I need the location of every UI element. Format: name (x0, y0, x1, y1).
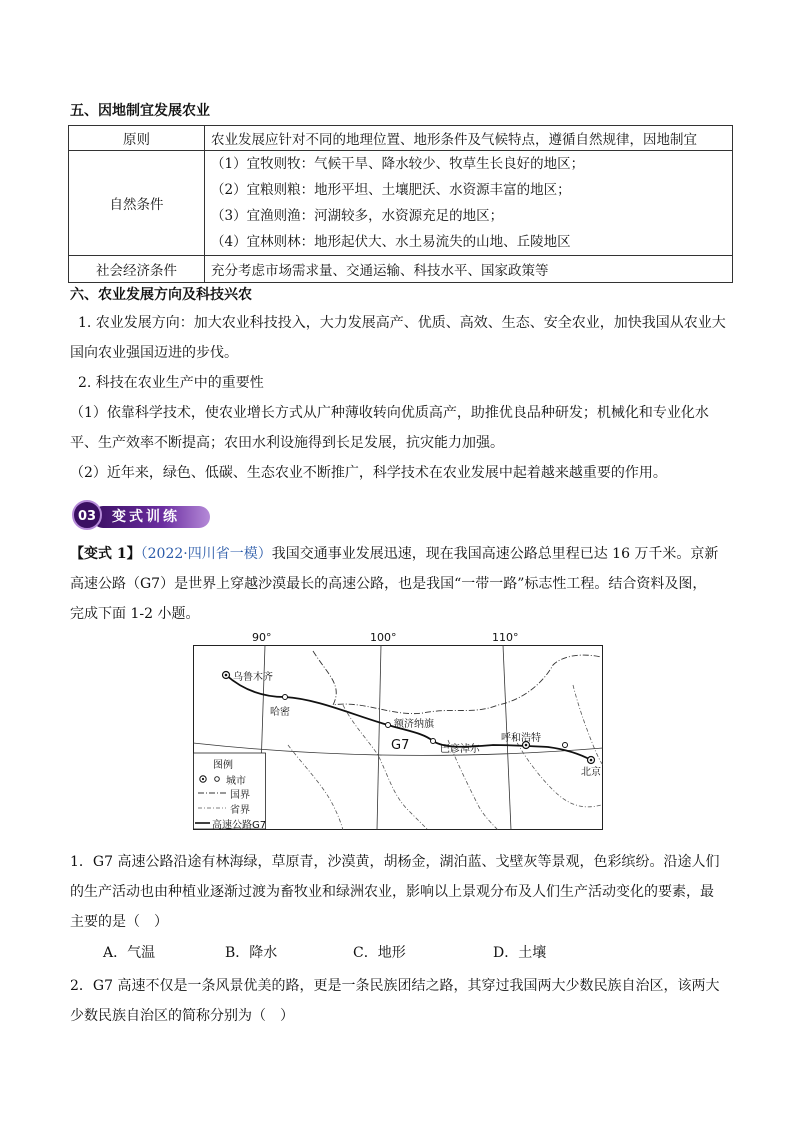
section-title-6: 六、农业发展方向及科技兴农 (70, 287, 252, 303)
natural-item: （2）宜粮则粮：地形平坦、土壤肥沃、水资源丰富的地区； (211, 182, 571, 198)
badge-number: 03 (72, 500, 102, 530)
answer-option-b[interactable]: B．降水 (225, 945, 278, 961)
longitude-label: 100° (370, 631, 397, 644)
city-label: 额济纳旗 (394, 719, 434, 730)
natural-item: （1）宜牧则牧：气候干旱、降水较少、牧草生长良好的地区； (211, 156, 585, 172)
city-marker (563, 743, 568, 748)
city-marker (283, 695, 288, 700)
paragraph: 国向农业强国迈进的步伐。 (70, 345, 238, 361)
row-head-social: 社会经济条件 (69, 256, 205, 283)
variant-label: 【变式 1】 (70, 546, 141, 562)
paragraph: 1. 农业发展方向：加大农业科技投入，大力发展高产、优质、高效、生态、安全农业，加快我国从农业大 (78, 315, 726, 331)
city-label: 乌鲁木齐 (233, 672, 273, 683)
route-map (193, 645, 603, 830)
city-label: 巴彦淖尔 (440, 744, 480, 755)
paragraph: （2）近年来，绿色、低碳、生态农业不断推广，科学技术在农业发展中起着越来越重要的作用。 (70, 465, 667, 481)
paragraph: 平、生产效率不断提高；农田水利设施得到长足发展，抗灾能力加强。 (70, 435, 504, 451)
longitude-label: 90° (252, 631, 272, 644)
answer-option-d[interactable]: D．土壤 (493, 945, 547, 961)
city-label: 呼和浩特 (501, 733, 541, 744)
variant-text: 高速公路（G7）是世界上穿越沙漠最长的高速公路，也是我国“一带一路”标志性工程。结合资料及图， (70, 576, 707, 592)
paragraph: （1）依靠科学技术，使农业增长方式从广种薄收转向优质高产，助推优良品种研发；机械化和专业化水 (70, 405, 709, 421)
section-title-5: 五、因地制宜发展农业 (70, 103, 210, 119)
question-1: 主要的是（ ） (70, 914, 168, 930)
question-1: 1．G7 高速公路沿途有林海绿，草原青，沙漠黄，胡杨金，湖泊蓝、戈壁灰等景观，色彩缤纷。沿途人们 (70, 854, 720, 870)
legend-title: 图例 (213, 760, 233, 771)
row-head-principle: 原则 (69, 126, 205, 151)
paragraph: 2. 科技在农业生产中的重要性 (78, 375, 264, 391)
legend-item: 省界 (230, 805, 250, 816)
longitude-label: 110° (492, 631, 519, 644)
legend-item: 国界 (230, 790, 250, 801)
city-marker (386, 723, 391, 728)
natural-item: （3）宜渔则渔：河湖较多，水资源充足的地区； (211, 208, 504, 224)
row-content-principle: 农业发展应针对不同的地理位置、地形条件及气候特点，遵循自然规律，因地制宜 (205, 126, 733, 151)
section-badge (72, 500, 212, 532)
row-head-natural: 自然条件 (69, 151, 205, 256)
city-marker (431, 739, 436, 744)
city-label: 哈密 (270, 707, 290, 718)
variant-text: 我国交通事业发展迅速，现在我国高速公路总里程已达 16 万千米。京新 (271, 546, 719, 562)
row-content-social: 充分考虑市场需求量、交通运输、科技水平、国家政策等 (205, 256, 733, 283)
row-content-natural (205, 151, 733, 256)
answer-option-c[interactable]: C．地形 (353, 945, 406, 961)
legend-item: 高速公路G7 (212, 820, 267, 831)
variant-text: 完成下面 1-2 小题。 (70, 606, 200, 622)
answer-option-a[interactable]: A．气温 (103, 945, 156, 961)
road-label: G7 (391, 738, 410, 753)
city-label: 北京 (581, 767, 601, 778)
badge-title: 变式训练 (112, 509, 180, 525)
table-row (69, 151, 733, 256)
question-1: 的生产活动也由种植业逐渐过渡为畜牧业和绿洲农业，影响以上景观分布及人们生产活动变化的要素，最 (70, 884, 714, 900)
question-2: 少数民族自治区的简称分别为（ ） (70, 1008, 294, 1024)
natural-item: （4）宜林则林：地形起伏大、水土易流失的山地、丘陵地区 (211, 234, 571, 250)
question-2: 2．G7 高速不仅是一条风景优美的路，更是一条民族团结之路，其穿过我国两大少数民族自治区，该两大 (70, 978, 720, 994)
variant-intro (70, 544, 718, 564)
table-row (69, 256, 733, 283)
table-row (69, 126, 733, 151)
agriculture-table (68, 125, 733, 283)
legend-item: 城市 (226, 776, 246, 787)
variant-source: （2022·四川省一模） (140, 546, 272, 562)
